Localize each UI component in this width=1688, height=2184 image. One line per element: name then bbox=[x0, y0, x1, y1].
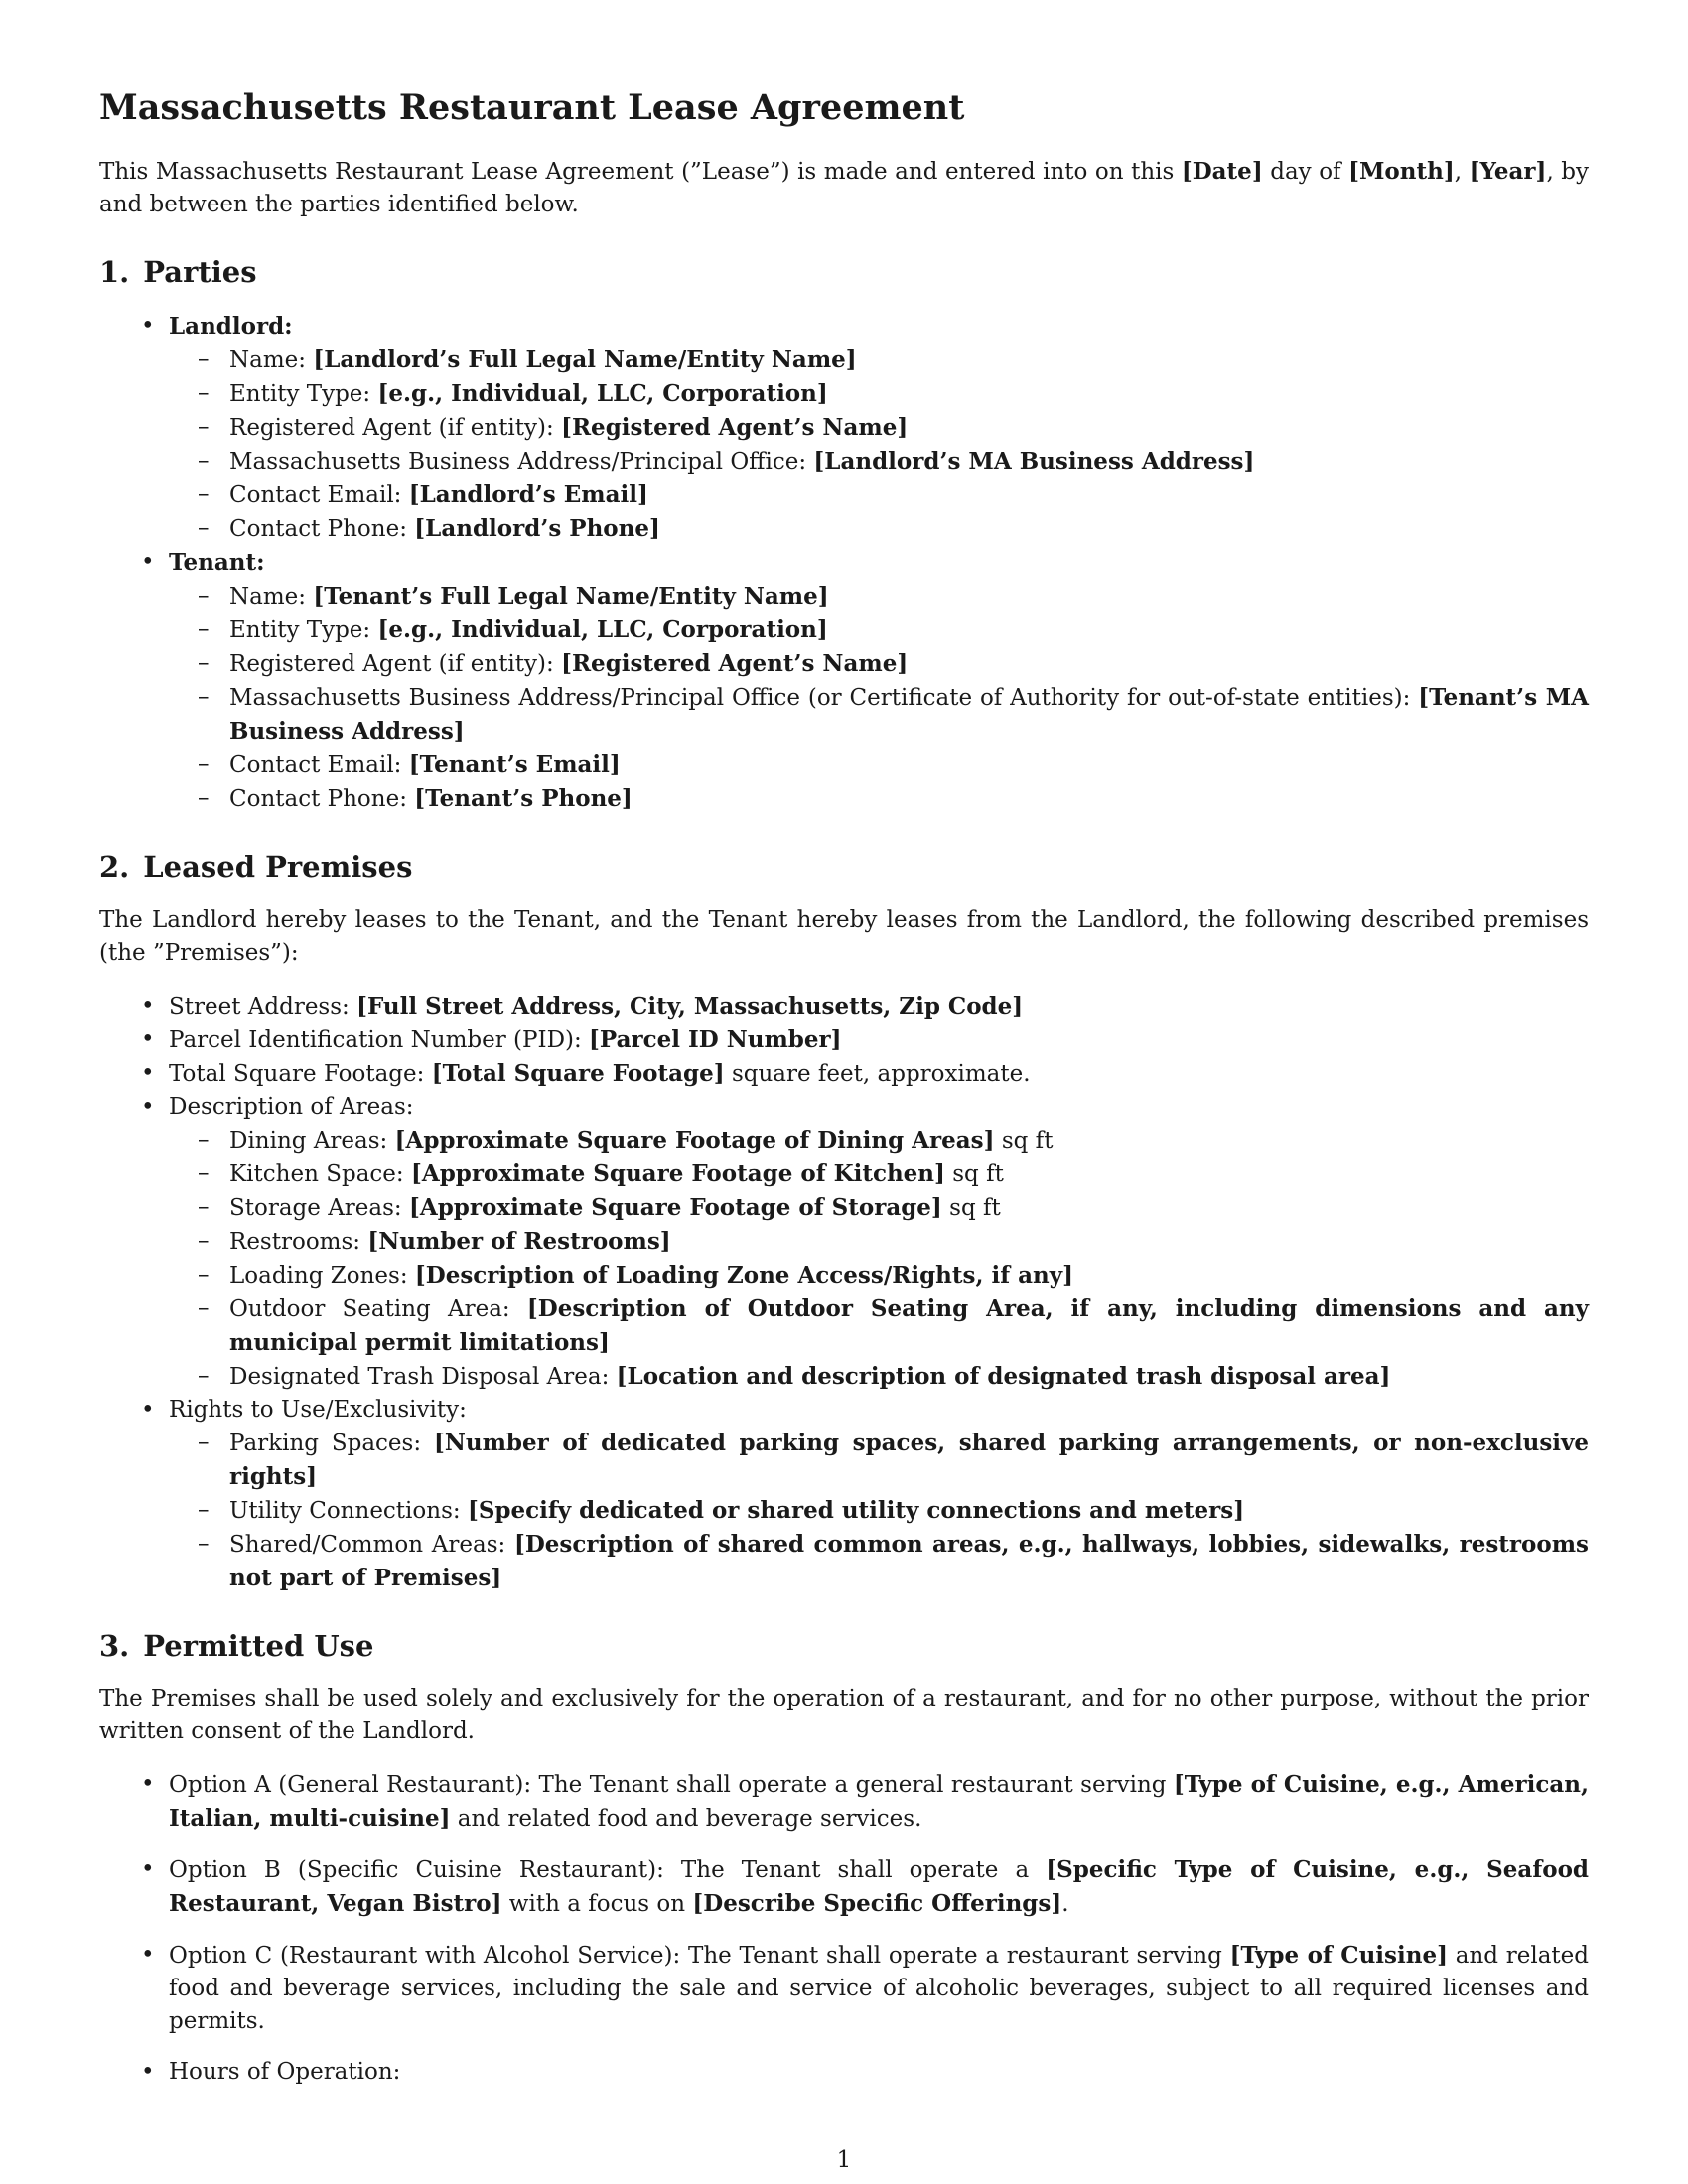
field-placeholder: [Parcel ID Number] bbox=[589, 1025, 842, 1053]
list-item bbox=[169, 782, 1589, 816]
landlord-label: Landlord: bbox=[169, 312, 293, 340]
field-placeholder: [Total Square Footage] bbox=[431, 1059, 725, 1087]
field-placeholder: [Tenant’s MA Business Address] bbox=[229, 683, 1589, 745]
field-label: Kitchen Space: bbox=[229, 1160, 411, 1187]
field-suffix: sq ft bbox=[941, 1194, 1001, 1221]
section-title: Parties bbox=[143, 255, 257, 289]
option-text: Option C (Restaurant with Alcohol Service): The Tenant shall operate a restaurant serving bbox=[169, 1943, 1230, 1970]
landlord-details bbox=[169, 343, 1589, 546]
tenant-details bbox=[169, 580, 1589, 816]
field-label: Registered Agent (if entity): bbox=[229, 650, 562, 677]
rights-list bbox=[169, 1427, 1589, 1595]
field-placeholder: [Number of dedicated parking spaces, shared parking arrangements, or non-exclusive rights] bbox=[229, 1429, 1589, 1490]
permitted-use-intro: The Premises shall be used solely and exclusively for the operation of a restaurant, and for no other purpose, without the prior written consent of the Landlord. bbox=[99, 1686, 1589, 1745]
field-placeholder: [Landlord’s Email] bbox=[408, 480, 648, 508]
list-item-option-c bbox=[99, 1939, 1589, 2038]
parties-list bbox=[99, 310, 1589, 816]
field-placeholder: [Describe Specific Offerings] bbox=[692, 1890, 1062, 1918]
field-label: Name: bbox=[229, 583, 314, 610]
option-text: . bbox=[1061, 1891, 1069, 1918]
list-item bbox=[169, 614, 1589, 647]
list-item-landlord bbox=[99, 310, 1589, 546]
list-item bbox=[99, 1024, 1589, 1057]
section-title: Permitted Use bbox=[143, 1628, 374, 1663]
field-label: Contact Email: bbox=[229, 751, 409, 778]
field-label: Parcel Identification Number (PID): bbox=[169, 1026, 590, 1053]
month-placeholder: [Month] bbox=[1348, 158, 1455, 185]
permitted-use-options bbox=[99, 1768, 1589, 2089]
year-placeholder: [Year] bbox=[1469, 158, 1547, 185]
premises-intro: The Landlord hereby leases to the Tenant, and the Tenant hereby leases from the Landlord, the following described premises (the ”Premises”): bbox=[99, 906, 1589, 966]
field-placeholder: [Full Street Address, City, Massachusetts, Zip Code] bbox=[356, 992, 1024, 1020]
list-item bbox=[169, 1191, 1589, 1225]
list-item-option-a bbox=[99, 1768, 1589, 1836]
list-item bbox=[169, 445, 1589, 478]
field-placeholder: [Landlord’s Full Legal Name/Entity Name] bbox=[313, 345, 857, 373]
section-title: Leased Premises bbox=[143, 849, 413, 884]
field-placeholder: [Registered Agent’s Name] bbox=[561, 413, 909, 441]
list-item bbox=[169, 749, 1589, 782]
section-heading-permitted-use bbox=[99, 1629, 1589, 1664]
page-number: 1 bbox=[836, 2147, 852, 2173]
intro-text: , by and between the parties identified below. bbox=[99, 159, 1589, 217]
premises-list bbox=[99, 990, 1589, 1595]
field-placeholder: [Landlord’s MA Business Address] bbox=[813, 447, 1255, 475]
field-placeholder: [Approximate Square Footage of Kitchen] bbox=[410, 1160, 945, 1187]
list-item bbox=[169, 647, 1589, 681]
field-label: Parking Spaces: bbox=[229, 1430, 434, 1456]
field-placeholder: [Specify dedicated or shared utility connections and meters] bbox=[467, 1496, 1245, 1524]
field-label: Total Square Footage: bbox=[169, 1060, 432, 1087]
list-item bbox=[169, 1259, 1589, 1293]
list-item bbox=[169, 377, 1589, 411]
field-placeholder: [Type of Cuisine] bbox=[1229, 1942, 1448, 1970]
field-label: Storage Areas: bbox=[229, 1194, 409, 1221]
areas-list bbox=[169, 1124, 1589, 1394]
option-text: Option A (General Restaurant): The Tenant shall operate a general restaurant serving bbox=[169, 1772, 1174, 1799]
list-item-areas bbox=[99, 1091, 1589, 1394]
field-placeholder: [Approximate Square Footage of Storage] bbox=[409, 1193, 942, 1221]
intro-text: , bbox=[1454, 159, 1470, 185]
field-label: Contact Phone: bbox=[229, 785, 415, 812]
list-item bbox=[99, 1057, 1589, 1091]
option-text: Option B (Specific Cuisine Restaurant): The Tenant shall operate a bbox=[169, 1857, 1047, 1884]
list-item-rights bbox=[99, 1394, 1589, 1595]
field-label: Rights to Use/Exclusivity: bbox=[169, 1396, 467, 1423]
field-placeholder: [e.g., Individual, LLC, Corporation] bbox=[377, 615, 828, 643]
list-item bbox=[99, 990, 1589, 1024]
field-placeholder: [Tenant’s Full Legal Name/Entity Name] bbox=[313, 582, 829, 610]
list-item-tenant bbox=[99, 546, 1589, 816]
field-label: Outdoor Seating Area: bbox=[229, 1296, 527, 1322]
field-label: Dining Areas: bbox=[229, 1127, 395, 1154]
intro-text: This Massachusetts Restaurant Lease Agreement (”Lease”) is made and entered into on this bbox=[99, 159, 1182, 185]
list-item bbox=[169, 1528, 1589, 1595]
field-label: Massachusetts Business Address/Principal Office: bbox=[229, 448, 814, 475]
field-label: Loading Zones: bbox=[229, 1262, 415, 1289]
list-item bbox=[169, 1124, 1589, 1158]
field-placeholder: [Location and description of designated trash disposal area] bbox=[616, 1362, 1391, 1390]
list-item-hours bbox=[99, 2056, 1589, 2089]
list-item bbox=[169, 478, 1589, 512]
field-suffix: square feet, approximate. bbox=[724, 1060, 1031, 1087]
field-label: Street Address: bbox=[169, 993, 357, 1020]
field-suffix: sq ft bbox=[944, 1160, 1004, 1187]
field-placeholder: [Tenant’s Email] bbox=[408, 751, 621, 778]
field-label: Contact Email: bbox=[229, 481, 409, 508]
document-page bbox=[99, 87, 1589, 2107]
intro-text: day of bbox=[1262, 159, 1349, 185]
section-number: 1. bbox=[99, 255, 130, 289]
field-label: Restrooms: bbox=[229, 1228, 368, 1255]
field-placeholder: [Description of Loading Zone Access/Rights, if any] bbox=[414, 1261, 1073, 1289]
list-item bbox=[169, 1225, 1589, 1259]
section-number: 2. bbox=[99, 849, 130, 884]
field-label: Utility Connections: bbox=[229, 1497, 468, 1524]
list-item bbox=[169, 681, 1589, 749]
field-label: Hours of Operation: bbox=[169, 2059, 401, 2086]
field-placeholder: [Type of Cuisine, e.g., American, Italian, multi-cuisine] bbox=[169, 1771, 1589, 1833]
field-placeholder: [Registered Agent’s Name] bbox=[561, 649, 909, 677]
field-placeholder: [Specific Type of Cuisine, e.g., Seafood Restaurant, Vegan Bistro] bbox=[169, 1856, 1589, 1918]
field-label: Massachusetts Business Address/Principal Office (or Certificate of Authority for out-of-state entities): bbox=[229, 684, 1419, 711]
list-item bbox=[169, 580, 1589, 614]
field-suffix: sq ft bbox=[994, 1127, 1054, 1154]
list-item bbox=[169, 1360, 1589, 1394]
section-number: 3. bbox=[99, 1628, 130, 1663]
field-label: Registered Agent (if entity): bbox=[229, 414, 562, 441]
document-title: Massachusetts Restaurant Lease Agreement bbox=[99, 87, 965, 128]
section-heading-leased-premises bbox=[99, 850, 1589, 885]
field-label: Designated Trash Disposal Area: bbox=[229, 1363, 617, 1390]
field-placeholder: [Tenant’s Phone] bbox=[414, 784, 633, 812]
list-item bbox=[169, 343, 1589, 377]
field-placeholder: [Approximate Square Footage of Dining Areas] bbox=[394, 1126, 995, 1154]
list-item bbox=[169, 1293, 1589, 1360]
section-heading-parties bbox=[99, 255, 1589, 290]
field-placeholder: [Landlord’s Phone] bbox=[414, 514, 660, 542]
list-item bbox=[169, 411, 1589, 445]
list-item bbox=[169, 1494, 1589, 1528]
field-label: Entity Type: bbox=[229, 380, 378, 407]
field-label: Contact Phone: bbox=[229, 515, 415, 542]
option-text: with a focus on bbox=[501, 1891, 693, 1918]
list-item bbox=[169, 1158, 1589, 1191]
field-label: Description of Areas: bbox=[169, 1093, 414, 1120]
option-text: and related food and beverage services. bbox=[450, 1806, 922, 1833]
list-item-option-b bbox=[99, 1853, 1589, 1921]
field-placeholder: [Number of Restrooms] bbox=[367, 1227, 671, 1255]
list-item bbox=[169, 512, 1589, 546]
field-placeholder: [Description of Outdoor Seating Area, if any, including dimensions and any municipal permit limitations] bbox=[229, 1295, 1589, 1356]
field-label: Shared/Common Areas: bbox=[229, 1531, 514, 1558]
list-item bbox=[169, 1427, 1589, 1494]
field-placeholder: [e.g., Individual, LLC, Corporation] bbox=[377, 379, 828, 407]
field-placeholder: [Description of shared common areas, e.g., hallways, lobbies, sidewalks, restrooms not part of Premises] bbox=[229, 1530, 1589, 1591]
field-label: Entity Type: bbox=[229, 616, 378, 643]
option-text: and related food and beverage services, including the sale and service of alcoholic beverages, subject to all required licenses and permits. bbox=[169, 1943, 1589, 2035]
tenant-label: Tenant: bbox=[169, 548, 265, 576]
field-label: Name: bbox=[229, 346, 314, 373]
intro-paragraph bbox=[99, 155, 1589, 221]
date-placeholder: [Date] bbox=[1181, 158, 1263, 185]
